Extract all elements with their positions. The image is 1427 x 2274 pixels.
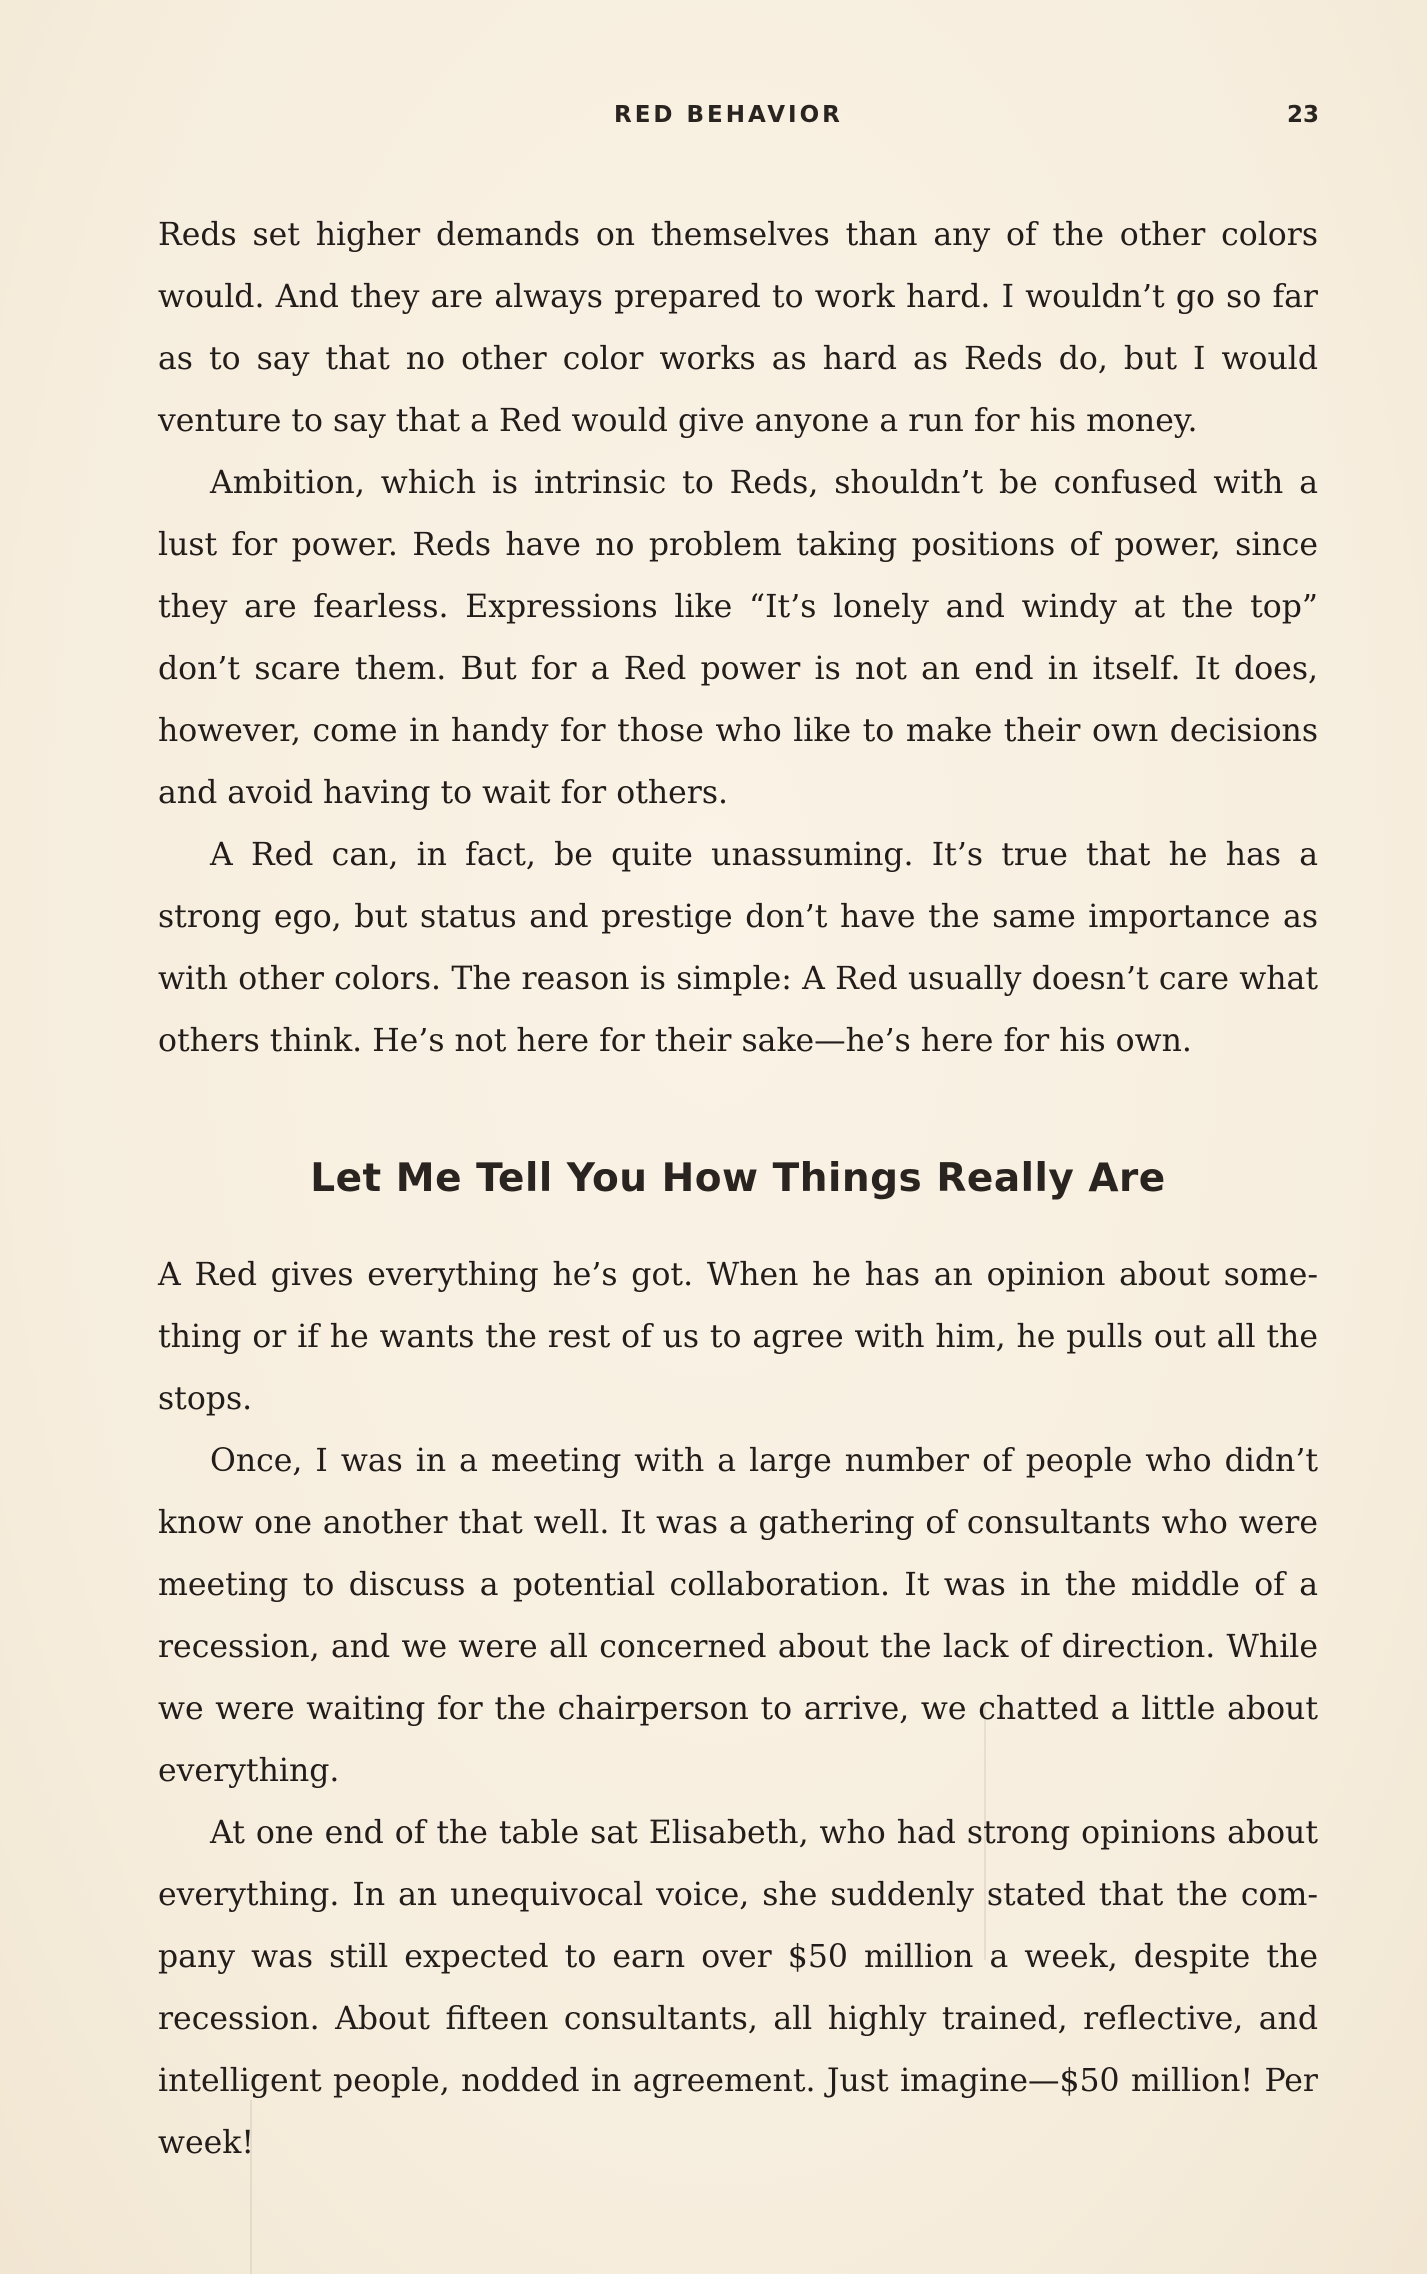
paragraph: Reds set higher demands on themselves than any of the other colors would. And they are always prepared to work hard. I wouldn’t go so far as to say that no other color works as hard as Reds do, but I would venture to say that a Red would give anyone a run for his money. bbox=[158, 217, 1318, 439]
page-number: 23 bbox=[1287, 102, 1320, 128]
running-title: RED BEHAVIOR bbox=[614, 102, 843, 128]
running-header bbox=[0, 102, 1427, 142]
body-text bbox=[158, 204, 1318, 2174]
section-heading: Let Me Tell You How Things Really Are bbox=[310, 1156, 1166, 1201]
paragraph: At one end of the table sat Elisabeth, who had strong opinions about everything. In an unequivocal voice, she suddenly stated that the company was still expected to earn over $50 million a week, despite the recession. About fifteen consultants, all highly trained, reflective, and intelligent people, nodded in agreement. Just imagine—$50 million! Per week! bbox=[158, 1815, 1318, 2161]
paragraph: A Red gives everything he’s got. When he has an opinion about something or if he wants the rest of us to agree with him, he pulls out all the stops. bbox=[158, 1257, 1318, 1417]
paragraph: Once, I was in a meeting with a large number of people who didn’t know one another that well. It was a gathering of consultants who were meeting to discuss a potential collaboration. It was in the middle of a recession, and we were all concerned about the lack of direction. While we were waiting for the chairperson to arrive, we chatted a little about everything. bbox=[158, 1443, 1318, 1789]
paragraph: A Red can, in fact, be quite unassuming. It’s true that he has a strong ego, but status and prestige don’t have the same importance as with other colors. The reason is simple: A Red usually doesn’t care what others think. He’s not here for their sake—he’s here for his own. bbox=[158, 837, 1318, 1059]
paragraph: Ambition, which is intrinsic to Reds, shouldn’t be confused with a lust for power. Reds have no problem taking positions of power, since they are fearless. Expressions like “It’s lonely and windy at the top” don’t scare them. But for a Red power is not an end in itself. It does, however, come in handy for those who like to make their own decisions and avoid having to wait for others. bbox=[158, 465, 1318, 811]
